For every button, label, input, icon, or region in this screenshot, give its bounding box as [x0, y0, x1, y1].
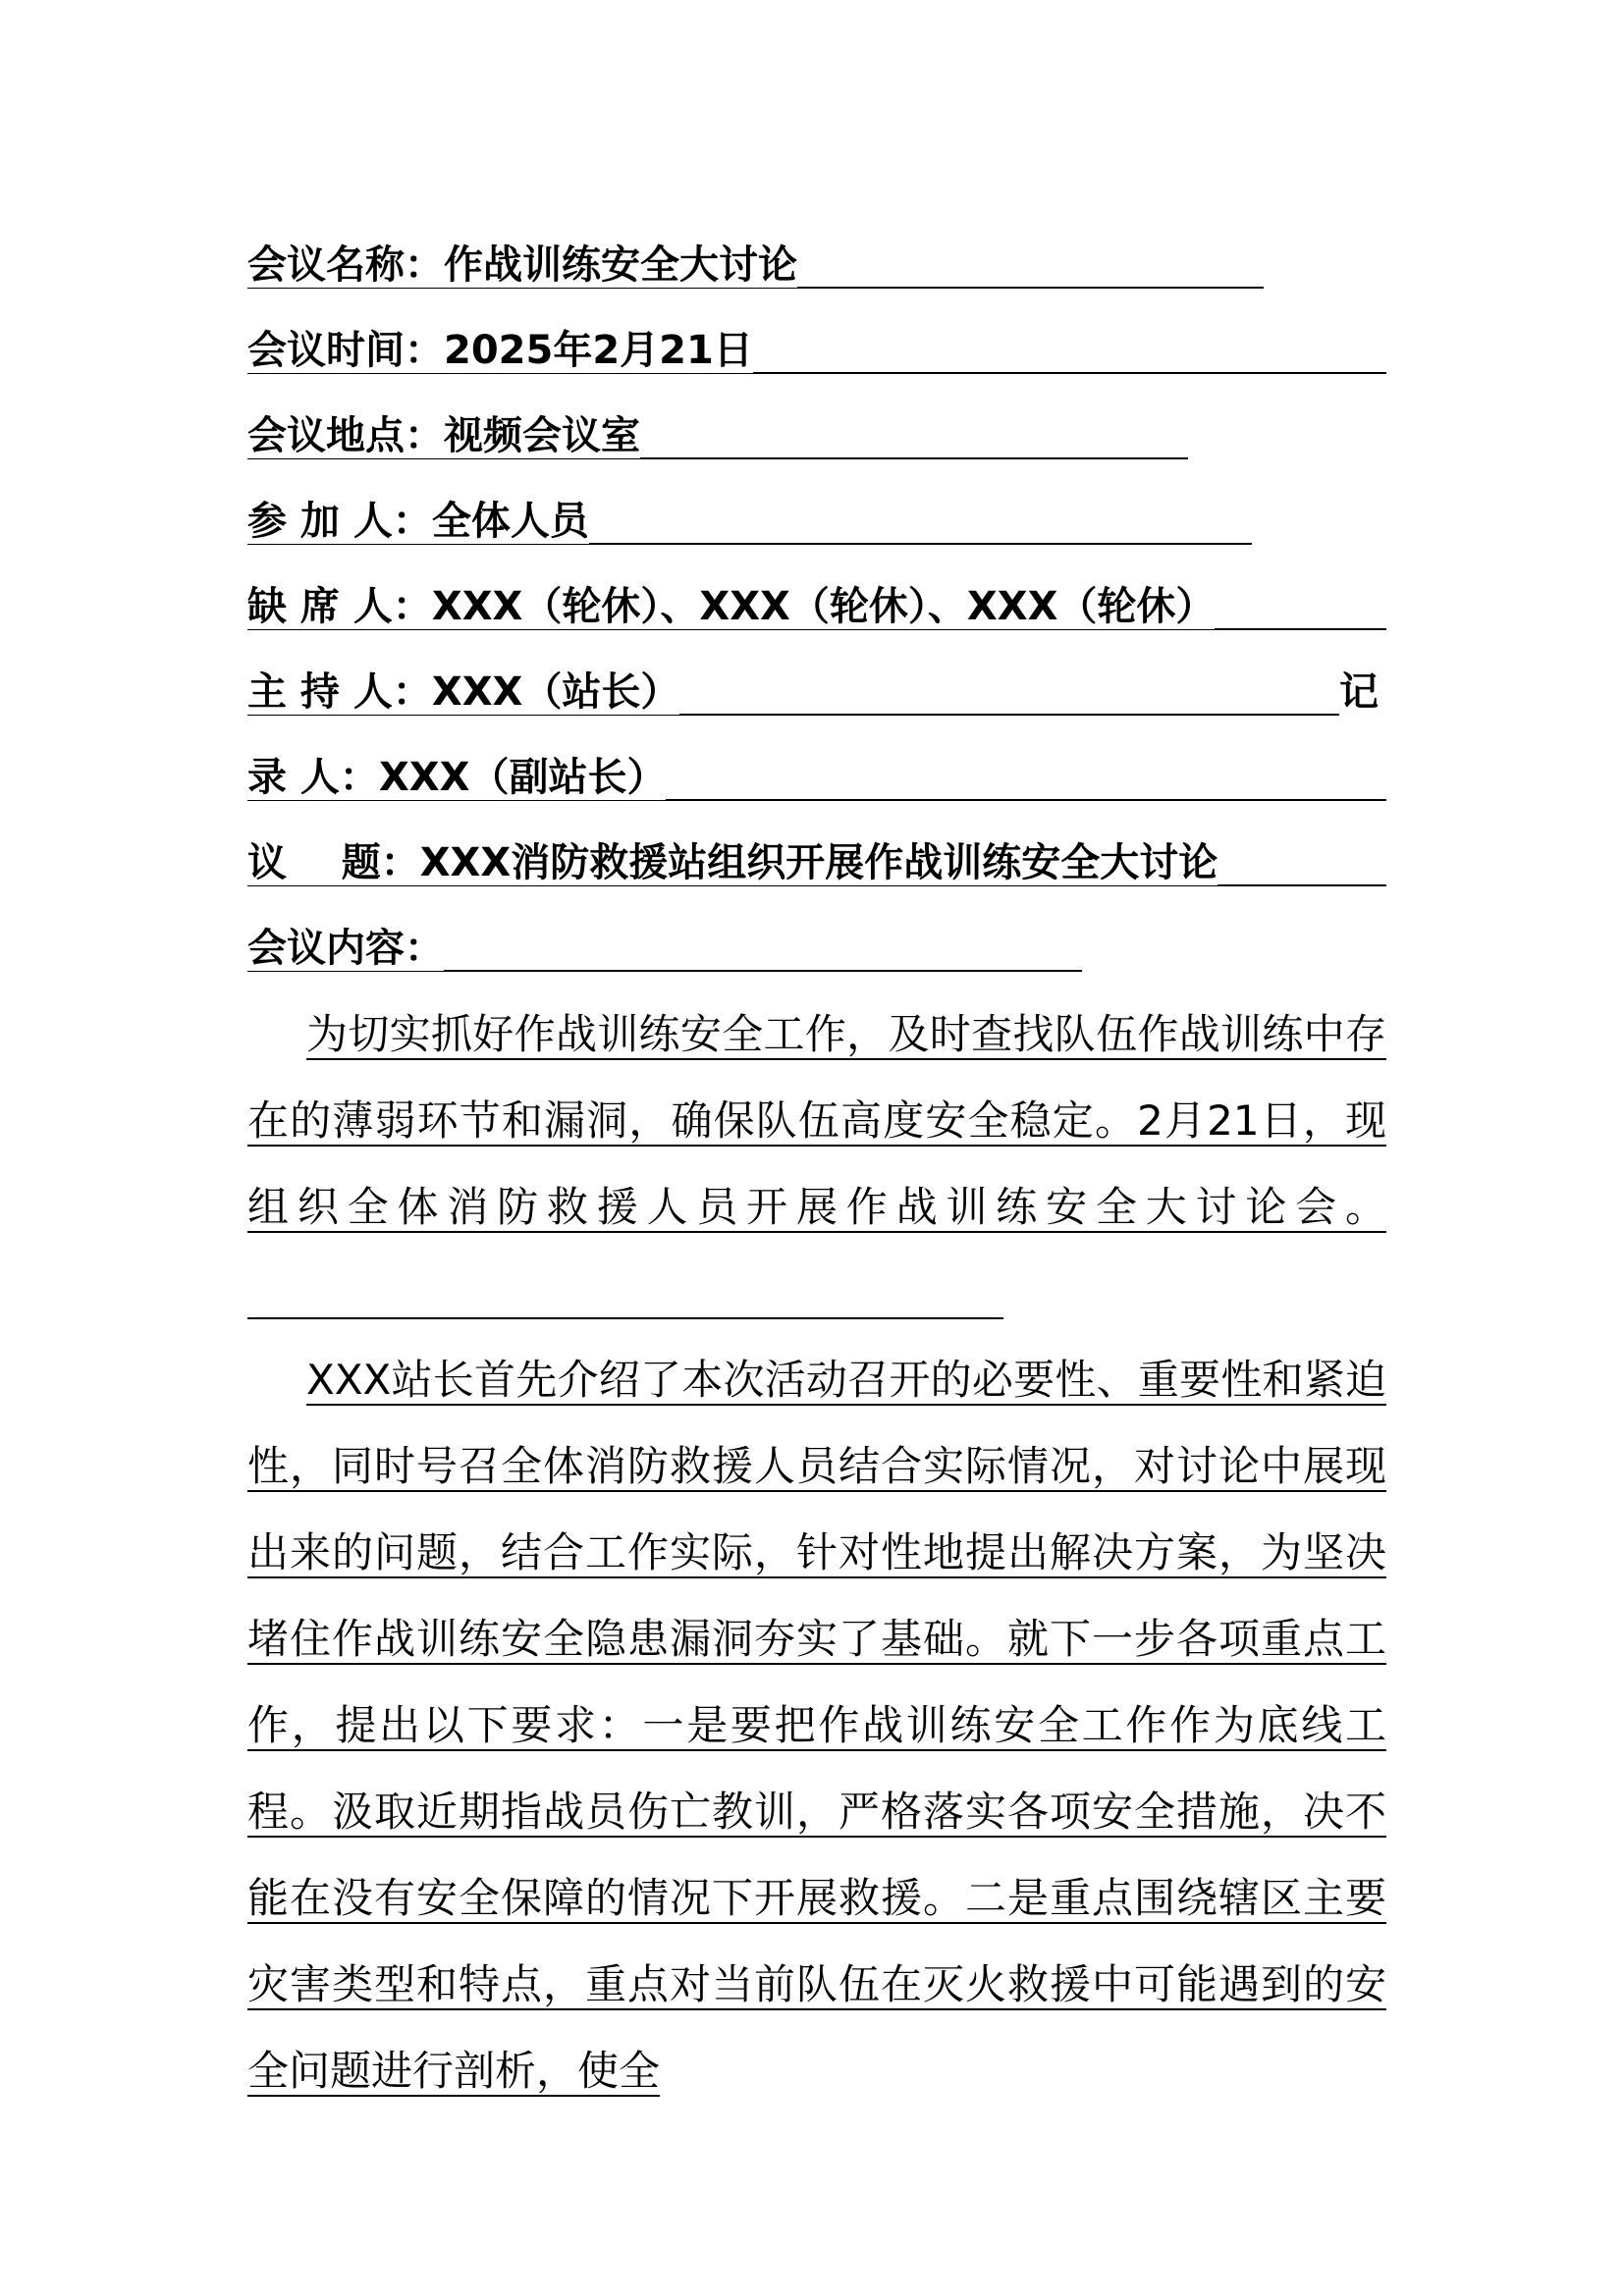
paragraph-text: XXX站长首先介绍了本次活动召开的必要性、重要性和紧迫性，同时号召全体消防救援人员结合实际情况，对讨论中展现出来的问题，结合工作实际，针对性地提出解决方案，为坚决堵住作战训练安全隐患漏洞夯实了基础。就下一步各项重点工作，提出以下要求：一是要把作战训练安全工作作为底线工程。汲取近期指战员伤亡教训，严格落实各项安全措施，决不能在没有安全保障的情况下开展救援。二是重点围绕辖区主要灾害类型和特点，重点对当前队伍在灭火救援中可能遇到的安全问题进行剖析，使全: [247, 1356, 1386, 2095]
field-meeting-location: [247, 406, 1190, 465]
field-label-meeting-time: 会议时间：: [247, 328, 444, 373]
paragraph-end-underline: [247, 1315, 1003, 1319]
field-label-content: 会议内容：: [247, 926, 444, 971]
field-label-meeting-name: 会议名称：: [247, 242, 444, 288]
body-paragraph-1: [247, 991, 1386, 1337]
field-content-heading: [247, 919, 1082, 978]
field-value-host: XXX（站长）: [431, 669, 680, 715]
field-topic: [247, 833, 1386, 892]
field-value-meeting-name: 作战训练安全大讨论: [444, 242, 797, 288]
field-label-absentees: 缺 席 人：: [247, 584, 432, 629]
field-host: [247, 663, 1386, 721]
field-label-meeting-location: 会议地点：: [247, 413, 444, 458]
body-paragraph-2: [247, 1337, 1386, 2114]
field-value-meeting-time: 2025年2月21日: [444, 328, 753, 373]
field-value-absentees: XXX（轮休）、XXX（轮休）、XXX（轮休）: [431, 584, 1216, 629]
field-meeting-time: [247, 321, 1386, 380]
paragraph-text: 为切实抓好作战训练安全工作，及时查找队伍作战训练中存在的薄弱环节和漏洞，确保队伍高度安全稳定。2月21日，现组织全体消防救援人员开展作战训练安全大讨论会。: [247, 1010, 1386, 1231]
field-meeting-name: [247, 236, 1269, 294]
field-label-host: 主 持 人：: [247, 669, 432, 715]
field-value-topic: XXX消防救援站组织开展作战训练安全大讨论: [419, 840, 1218, 885]
field-label-recorder: 录 人：: [247, 755, 379, 800]
field-label-topic: 议 题：: [247, 840, 420, 885]
field-recorder: [247, 748, 1386, 807]
field-value-recorder: XXX（副站长）: [378, 755, 667, 800]
field-attendees: [247, 492, 1254, 551]
field-absentees: [247, 577, 1386, 636]
field-label-attendees: 参 加 人：: [247, 499, 432, 544]
field-value-meeting-location: 视频会议室: [444, 413, 640, 458]
field-trailing-char: 记: [1339, 663, 1379, 721]
field-value-attendees: 全体人员: [431, 499, 589, 544]
